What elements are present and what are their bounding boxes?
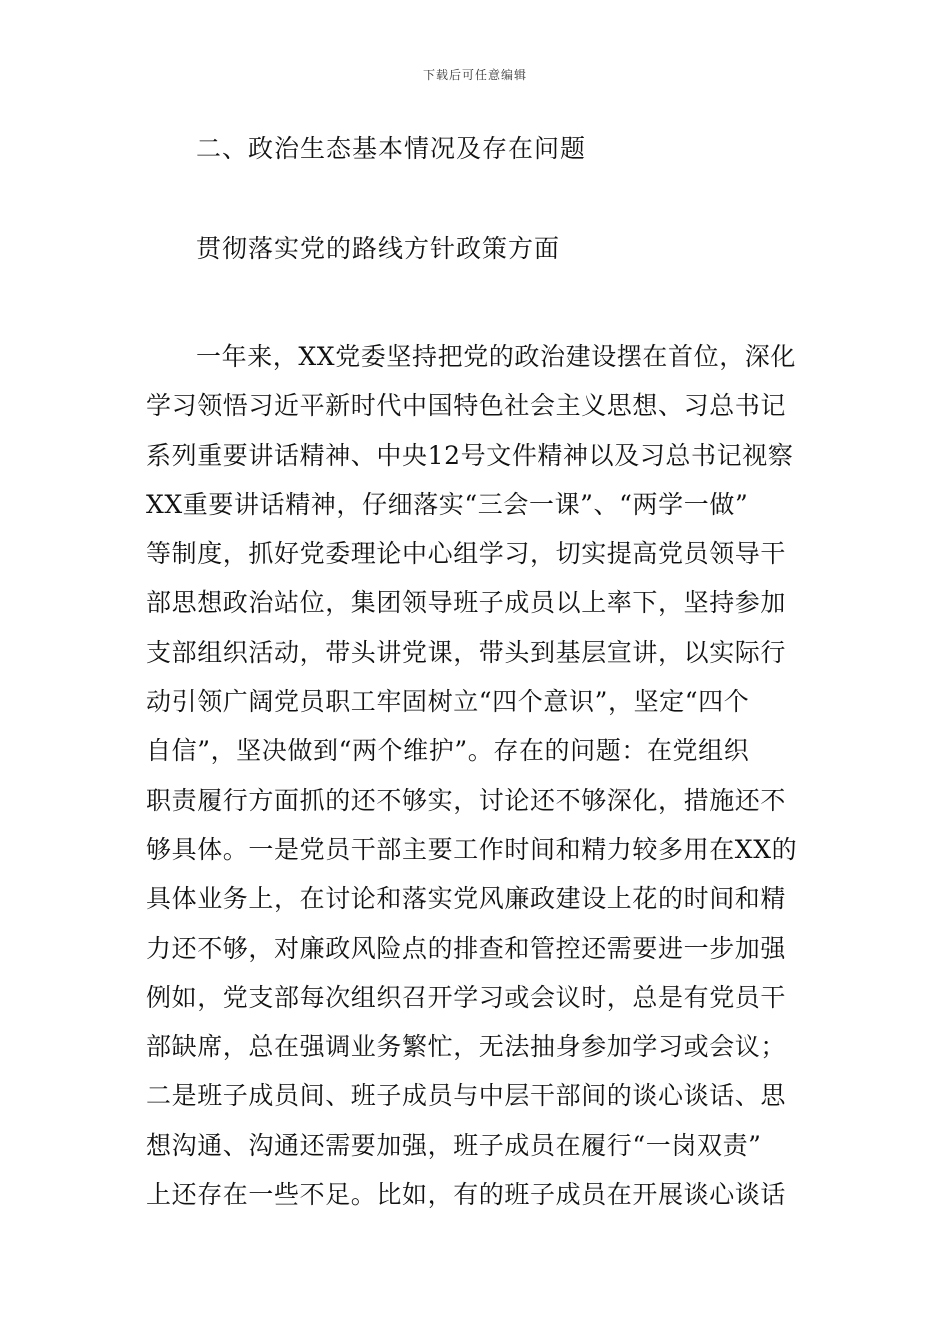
body-line: 等制度，抓好党委理论中心组学习，切实提高党员领导干 (146, 539, 787, 569)
body-line: 部思想政治站位，集团领导班子成员以上率下，坚持参加 (146, 588, 787, 618)
body-line: 力还不够，对廉政风险点的排查和管控还需要进一步加强 (146, 933, 787, 963)
header-note: 下载后可任意编辑 (422, 68, 527, 82)
body-paragraph (146, 332, 816, 1219)
body-line: 二是班子成员间、班子成员与中层干部间的谈心谈话、思 (146, 1081, 787, 1111)
body-line: 具体业务上，在讨论和落实党风廉政建设上花的时间和精 (146, 884, 787, 914)
body-line: 系列重要讲话精神、中央12号文件精神以及习总书记视察 (146, 440, 794, 470)
body-line: XX重要讲话精神，仔细落实“三会一课”、“两学一做” (146, 489, 749, 519)
body-line: 例如，党支部每次组织召开学习或会议时，总是有党员干 (146, 982, 787, 1012)
subheading: 贯彻落实党的路线方针政策方面 (196, 234, 561, 263)
body-line: 职责履行方面抓的还不够实，讨论还不够深化，措施还不 (146, 785, 787, 815)
body-line: 部缺席，总在强调业务繁忙，无法抽身参加学习或会议； (146, 1032, 787, 1062)
body-line: 自信”，坚决做到“两个维护”。存在的问题：在党组织 (146, 736, 750, 766)
body-line: 支部组织活动，带头讲党课，带头到基层宣讲，以实际行 (146, 637, 787, 667)
body-line: 一年来，XX党委坚持把党的政治建设摆在首位，深化 (196, 342, 796, 371)
body-line: 学习领悟习近平新时代中国特色社会主义思想、习总书记 (146, 391, 787, 421)
body-line: 动引领广阔党员职工牢固树立“四个意识”，坚定“四个 (146, 687, 750, 717)
section-heading: 二、政治生态基本情况及存在问题 (196, 134, 587, 163)
body-line: 上还存在一些不足。比如，有的班子成员在开展谈心谈话 (146, 1180, 787, 1210)
body-line: 想沟通、沟通还需要加强，班子成员在履行“一岗双责” (146, 1130, 762, 1160)
body-line: 够具体。一是党员干部主要工作时间和精力较多用在XX的 (146, 834, 798, 864)
